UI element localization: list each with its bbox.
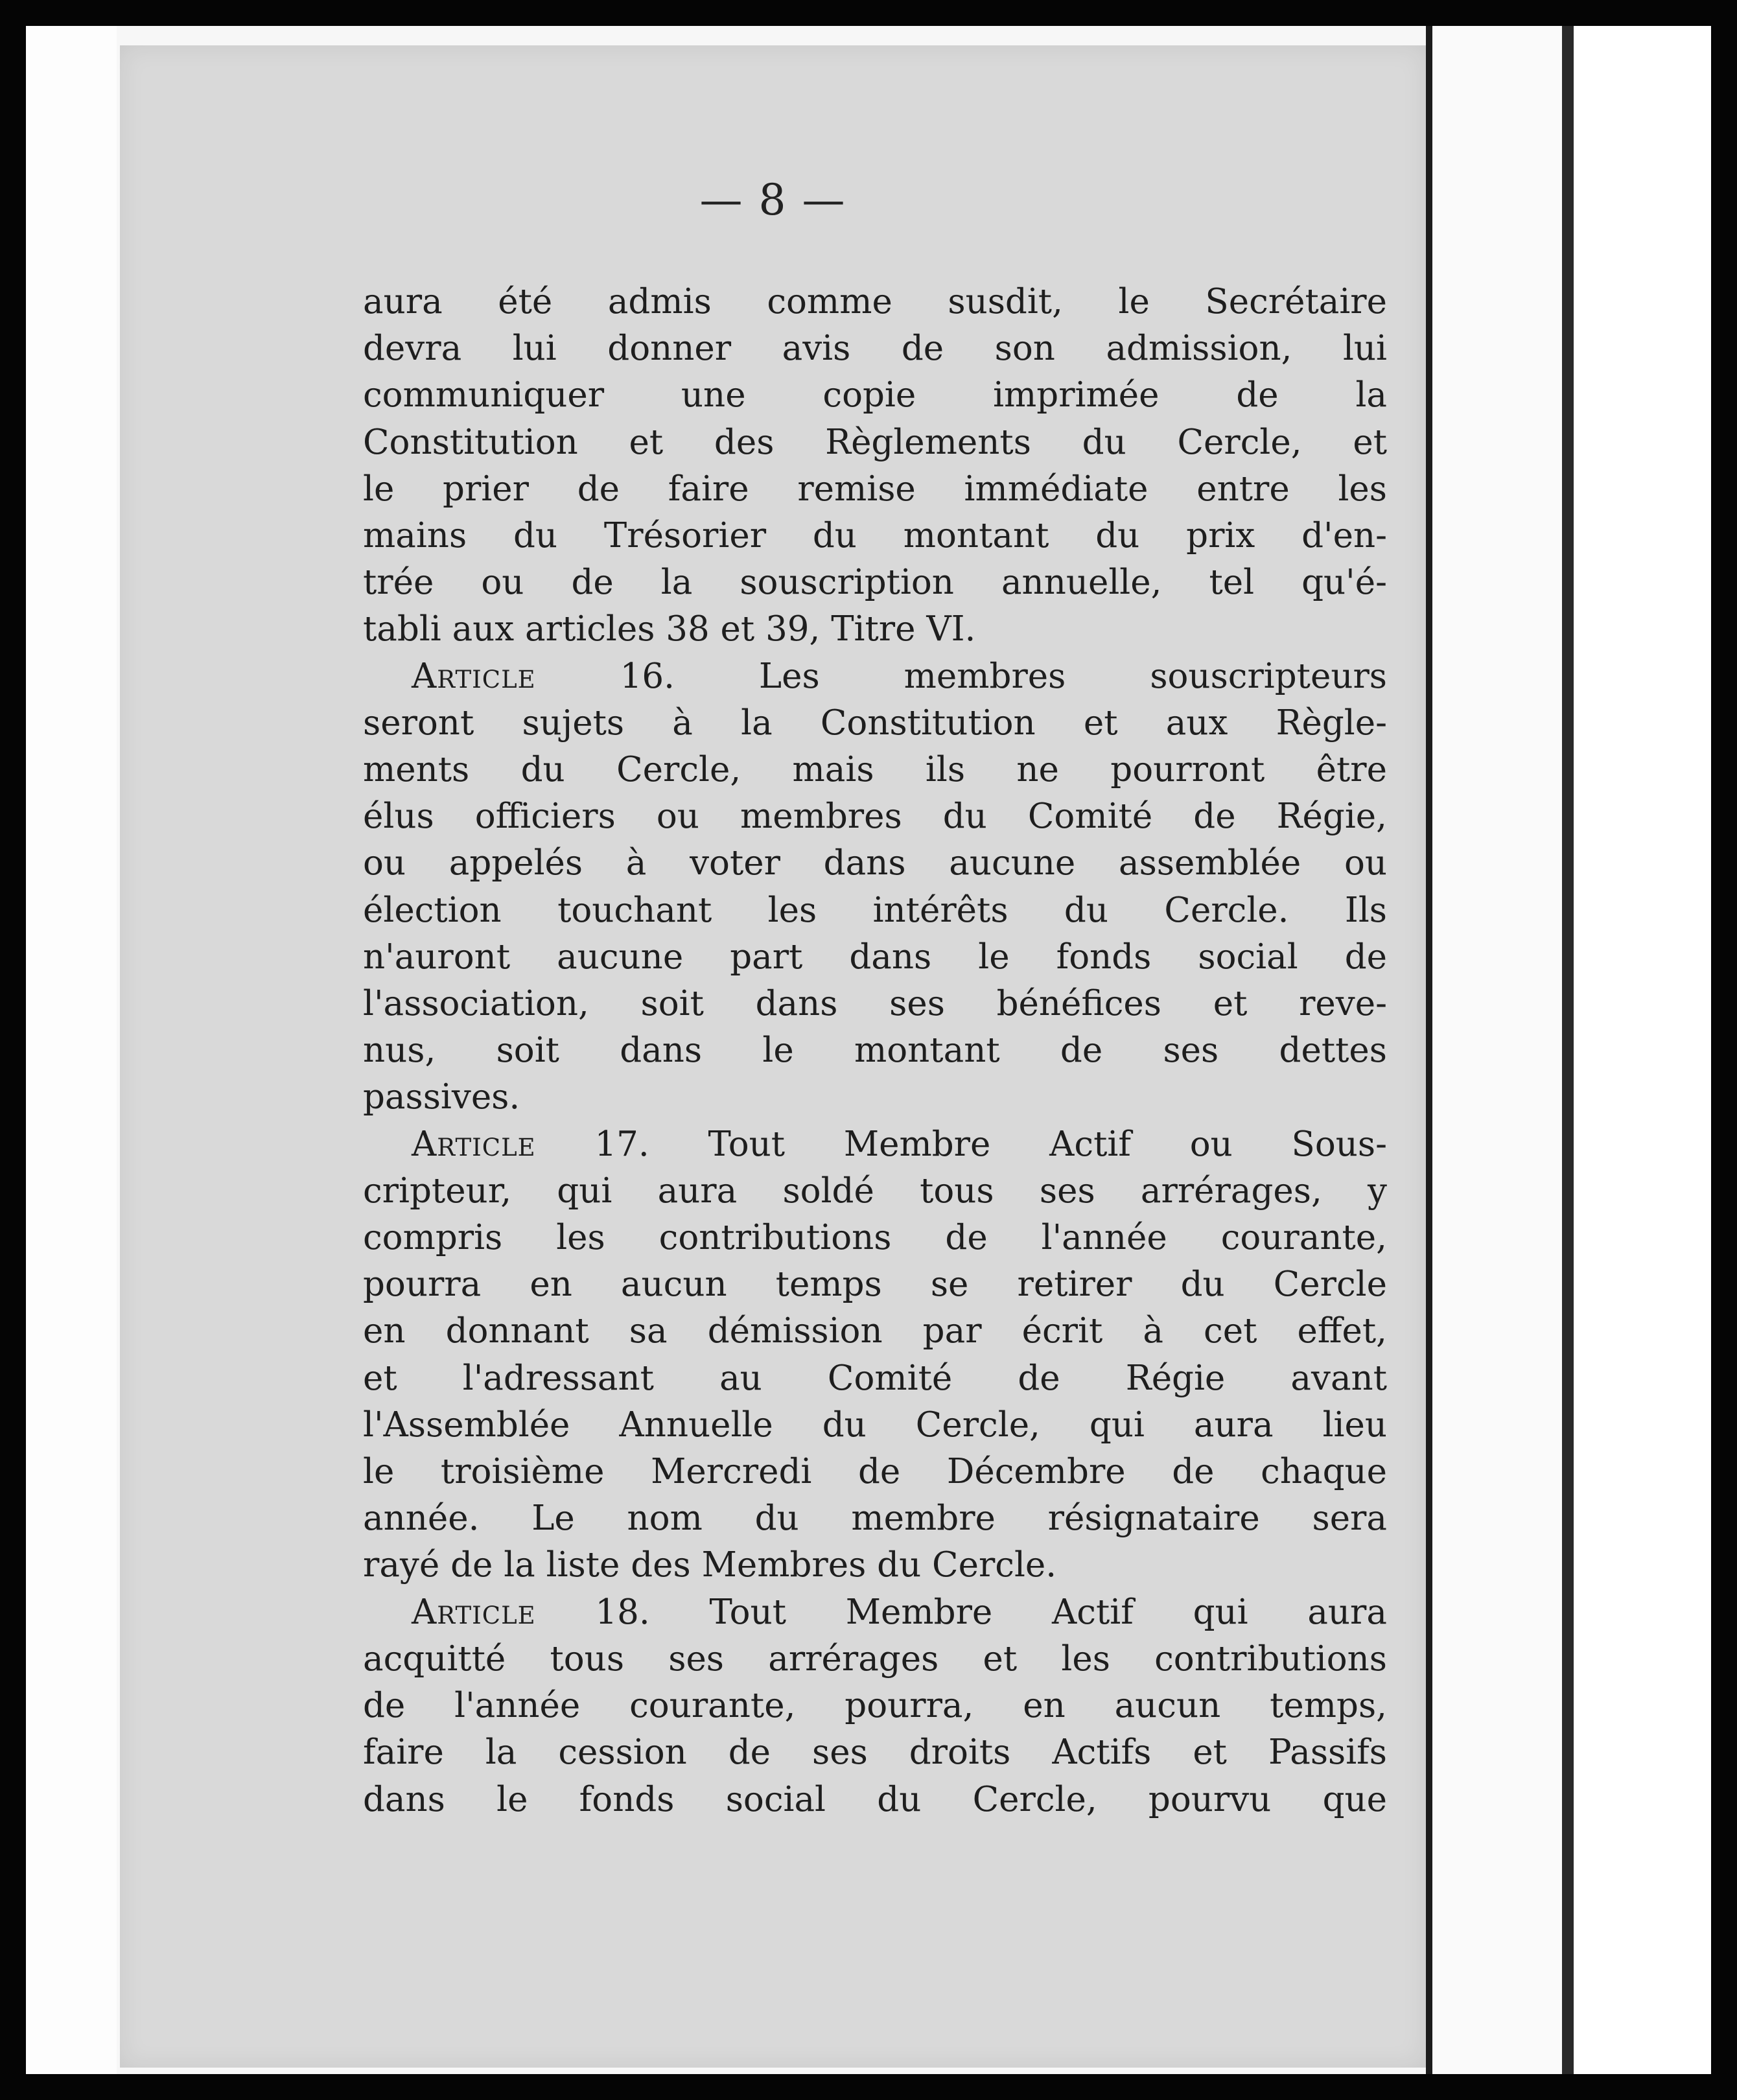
article-label: Article <box>412 1592 536 1632</box>
article-17-heading-line <box>363 1121 1387 1168</box>
text-line: l'Assemblée Annuelle du Cercle, qui aura lieu <box>363 1405 1387 1445</box>
text-line: année. Le nom du membre résignataire sera <box>363 1499 1387 1539</box>
article-label: Article <box>412 656 536 696</box>
page-number: — 8 — <box>699 175 846 225</box>
text-line: tabli aux articles 38 et 39, Titre VI. <box>363 609 976 649</box>
text-line: aura été admis comme susdit, le Secrétaire <box>363 282 1387 321</box>
binding-shadow <box>1562 26 1574 2074</box>
page-text <box>363 279 1387 1823</box>
text-line: nus, soit dans le montant de ses dettes <box>363 1031 1387 1071</box>
text-line: en donnant sa démission par écrit à cet effet, <box>363 1311 1387 1351</box>
text-line: ou appelés à voter dans aucune assemblée ou <box>363 843 1387 883</box>
text-line: seront sujets à la Constitution et aux Règle- <box>363 703 1387 743</box>
article-17-first-line: 17. Tout Membre Actif ou Sous- <box>594 1124 1387 1164</box>
text-line: devra lui donner avis de son admission, lui <box>363 329 1387 369</box>
text-line: trée ou de la souscription annuelle, tel qu'é- <box>363 563 1387 603</box>
text-line: communiquer une copie imprimée de la <box>363 375 1387 415</box>
text-line: cripteur, qui aura soldé tous ses arrérages, y <box>363 1171 1387 1211</box>
article-label: Article <box>412 1124 536 1164</box>
text-line: faire la cession de ses droits Actifs et Passifs <box>363 1732 1387 1773</box>
article-18-heading-line <box>363 1589 1387 1636</box>
article-18-first-line: 18. Tout Membre Actif qui aura <box>595 1592 1387 1632</box>
text-line: l'association, soit dans ses bénéfices et reve- <box>363 984 1387 1024</box>
left-mount-strip <box>26 26 117 2074</box>
printed-page <box>120 45 1426 2068</box>
text-line: élection touchant les intérêts du Cercle. Ils <box>363 890 1387 930</box>
text-line: le prier de faire remise immédiate entre les <box>363 469 1387 509</box>
binding-edge <box>1574 26 1711 2074</box>
text-line: acquitté tous ses arrérages et les contributions <box>363 1639 1387 1679</box>
article-16-heading-line <box>363 653 1387 700</box>
text-line: passives. <box>363 1077 520 1117</box>
text-line: pourra en aucun temps se retirer du Cercle <box>363 1265 1387 1305</box>
text-line: de l'année courante, pourra, en aucun temps, <box>363 1686 1387 1726</box>
text-line: mains du Trésorier du montant du prix d'en- <box>363 516 1387 556</box>
text-line: le troisième Mercredi de Décembre de chaque <box>363 1452 1387 1492</box>
text-line: Constitution et des Règlements du Cercle, et <box>363 422 1387 462</box>
text-line: n'auront aucune part dans le fonds social de <box>363 937 1387 977</box>
book-binding <box>1426 26 1575 2074</box>
text-line: compris les contributions de l'année courante, <box>363 1218 1387 1258</box>
text-line: dans le fonds social du Cercle, pourvu que <box>363 1779 1387 1819</box>
text-line: ments du Cercle, mais ils ne pourront être <box>363 750 1387 790</box>
text-line: et l'adressant au Comité de Régie avant <box>363 1358 1387 1398</box>
text-line: élus officiers ou membres du Comité de Régie, <box>363 797 1387 837</box>
text-line: rayé de la liste des Membres du Cercle. <box>363 1545 1057 1585</box>
article-16-first-line: 16. Les membres souscripteurs <box>620 656 1387 696</box>
